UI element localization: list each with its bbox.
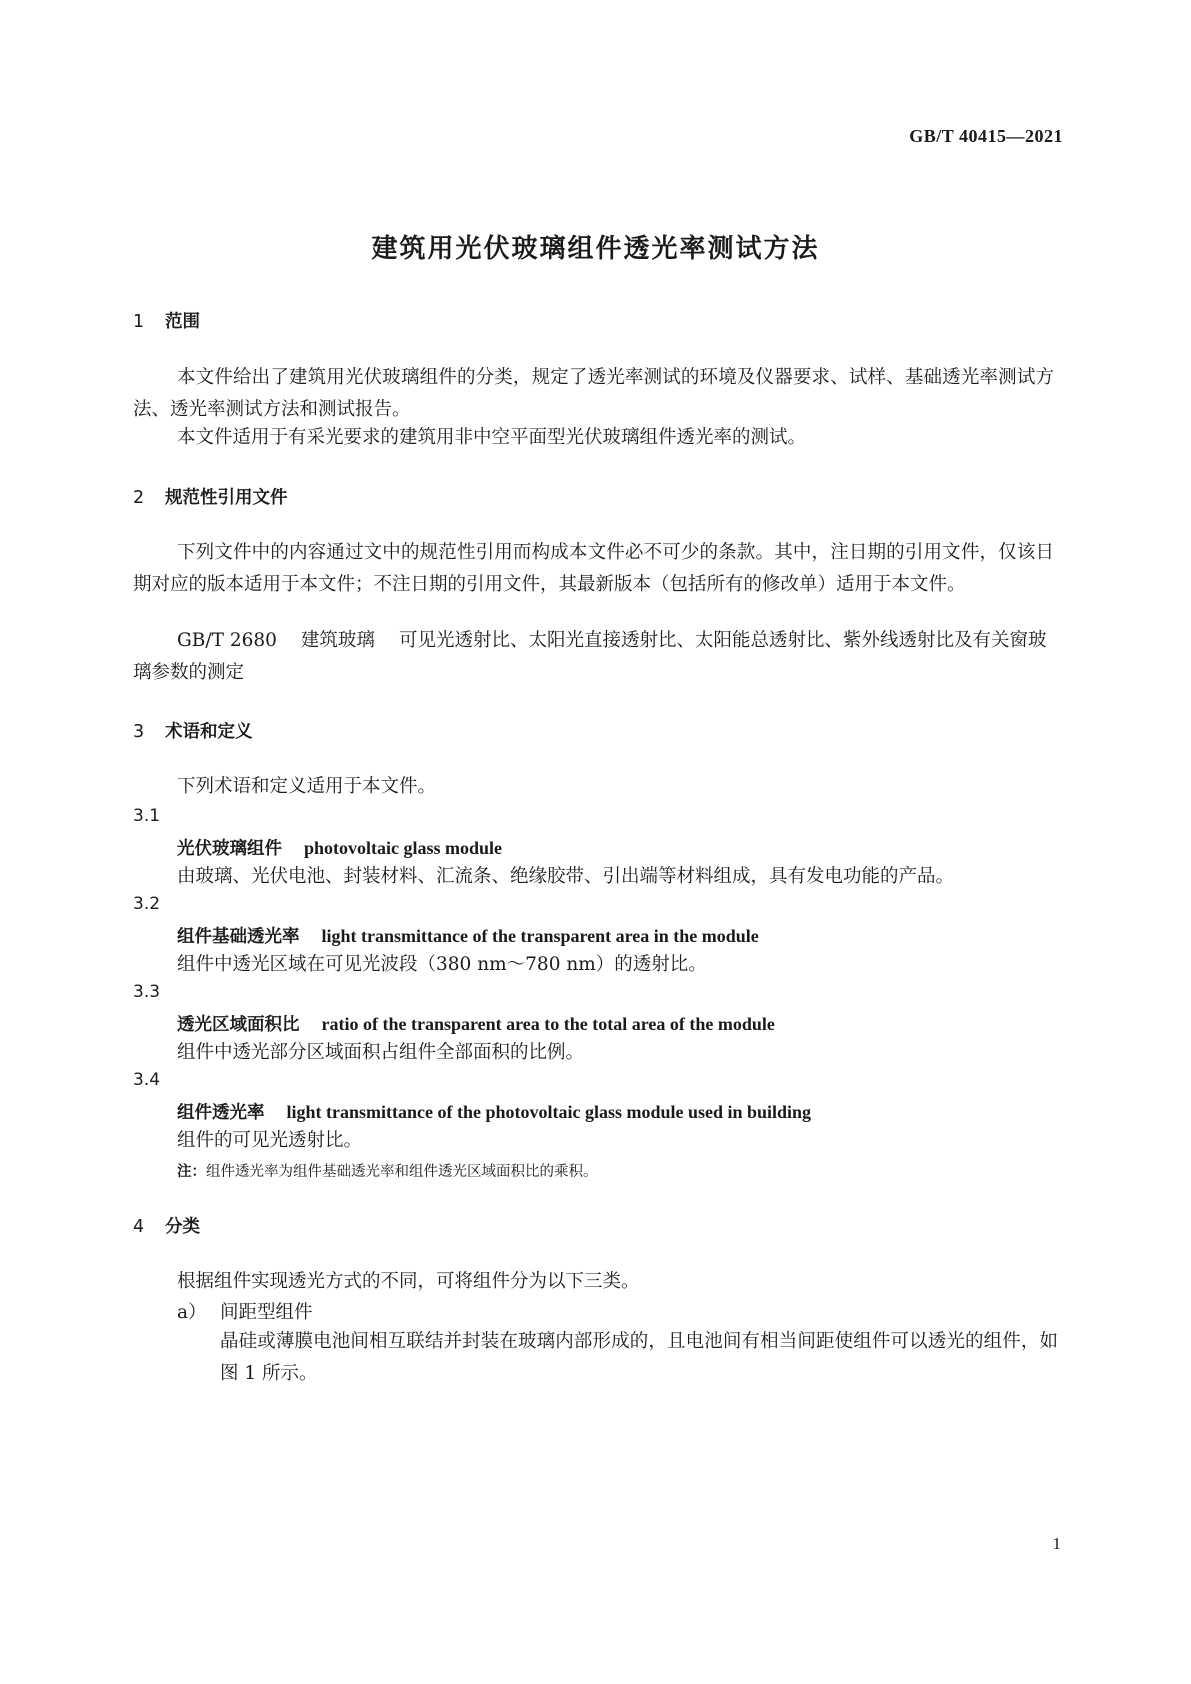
term-entry <box>177 1011 775 1036</box>
term-definition: 由玻璃、光伏电池、封装材料、汇流条、绝缘胶带、引出端等材料组成，具有发电功能的产品。 <box>177 866 955 887</box>
section-4-intro: 根据组件实现透光方式的不同，可将组件分为以下三类。 <box>177 1271 640 1292</box>
section-1-paragraph-1: 本文件给出了建筑用光伏玻璃组件的分类，规定了透光率测试的环境及仪器要求、试样、基础透光率测试方法、透光率测试方法和测试报告。 <box>133 367 1054 420</box>
section-1-title: 范围 <box>165 312 200 332</box>
document-title: 建筑用光伏玻璃组件透光率测试方法 <box>371 234 820 264</box>
note-text: 组件透光率为组件基础透光率和组件透光区域面积比的乘积。 <box>206 1164 598 1180</box>
term-english: photovoltaic glass module <box>304 838 503 858</box>
section-4-number: 4 <box>133 1217 145 1237</box>
term-english: ratio of the transparent area to the total area of the module <box>321 1014 775 1034</box>
section-2-title: 规范性引用文件 <box>165 488 288 508</box>
section-2-number: 2 <box>133 488 145 508</box>
term-english: light transmittance of the photovoltaic glass module used in building <box>286 1102 812 1122</box>
section-4-title: 分类 <box>165 1217 200 1237</box>
reference-description: 可见光透射比、太阳光直接透射比、太阳能总透射比、紫外线透射比及有关窗玻璃参数的测定 <box>133 630 1047 683</box>
term-number: 3.4 <box>133 1070 161 1090</box>
section-1-number: 1 <box>133 312 145 332</box>
note-label: 注： <box>177 1164 206 1180</box>
section-3-number: 3 <box>133 722 145 742</box>
normative-reference <box>133 625 1054 689</box>
term-definition: 组件中透光区域在可见光波段（380 nm～780 nm）的透射比。 <box>177 954 707 975</box>
term-chinese: 透光区域面积比 <box>177 1015 300 1035</box>
section-4-heading <box>133 1213 200 1238</box>
section-3-intro: 下列术语和定义适用于本文件。 <box>177 776 437 797</box>
section-2-paragraph: 下列文件中的内容通过文中的规范性引用而构成本文件必不可少的条款。其中，注日期的引用文件，仅该日期对应的版本适用于本文件；不注日期的引用文件，其最新版本（包括所有的修改单）适用于本文件。 <box>133 542 1054 595</box>
section-1-heading <box>133 308 200 333</box>
section-3-heading <box>133 718 253 743</box>
standard-code: GB/T 40415—2021 <box>909 126 1063 146</box>
list-item-title: 间距型组件 <box>220 1302 313 1323</box>
term-number: 3.3 <box>133 982 161 1002</box>
page-number: 1 <box>1052 1534 1061 1553</box>
term-entry <box>177 835 502 860</box>
term-chinese: 光伏玻璃组件 <box>177 839 282 859</box>
reference-code: GB/T 2680 <box>177 630 277 651</box>
section-3-title: 术语和定义 <box>165 722 253 742</box>
list-item-body: 晶硅或薄膜电池间相互联结并封装在玻璃内部形成的，且电池间有相当间距使组件可以透光的组件，如图 1 所示。 <box>220 1331 1058 1384</box>
term-definition: 组件的可见光透射比。 <box>177 1130 363 1151</box>
term-definition: 组件中透光部分区域面积占组件全部面积的比例。 <box>177 1042 585 1063</box>
term-chinese: 组件透光率 <box>177 1103 265 1123</box>
term-entry <box>177 1099 811 1124</box>
term-chinese: 组件基础透光率 <box>177 927 300 947</box>
term-english: light transmittance of the transparent area in the module <box>321 926 759 946</box>
section-1-paragraph-2: 本文件适用于有采光要求的建筑用非中空平面型光伏玻璃组件透光率的测试。 <box>177 427 807 448</box>
term-entry <box>177 923 759 948</box>
section-2-heading <box>133 484 288 509</box>
term-number: 3.1 <box>133 806 161 826</box>
list-item-marker: a） <box>177 1302 207 1323</box>
term-number: 3.2 <box>133 894 161 914</box>
term-note <box>177 1160 598 1181</box>
reference-name: 建筑玻璃 <box>300 630 375 651</box>
